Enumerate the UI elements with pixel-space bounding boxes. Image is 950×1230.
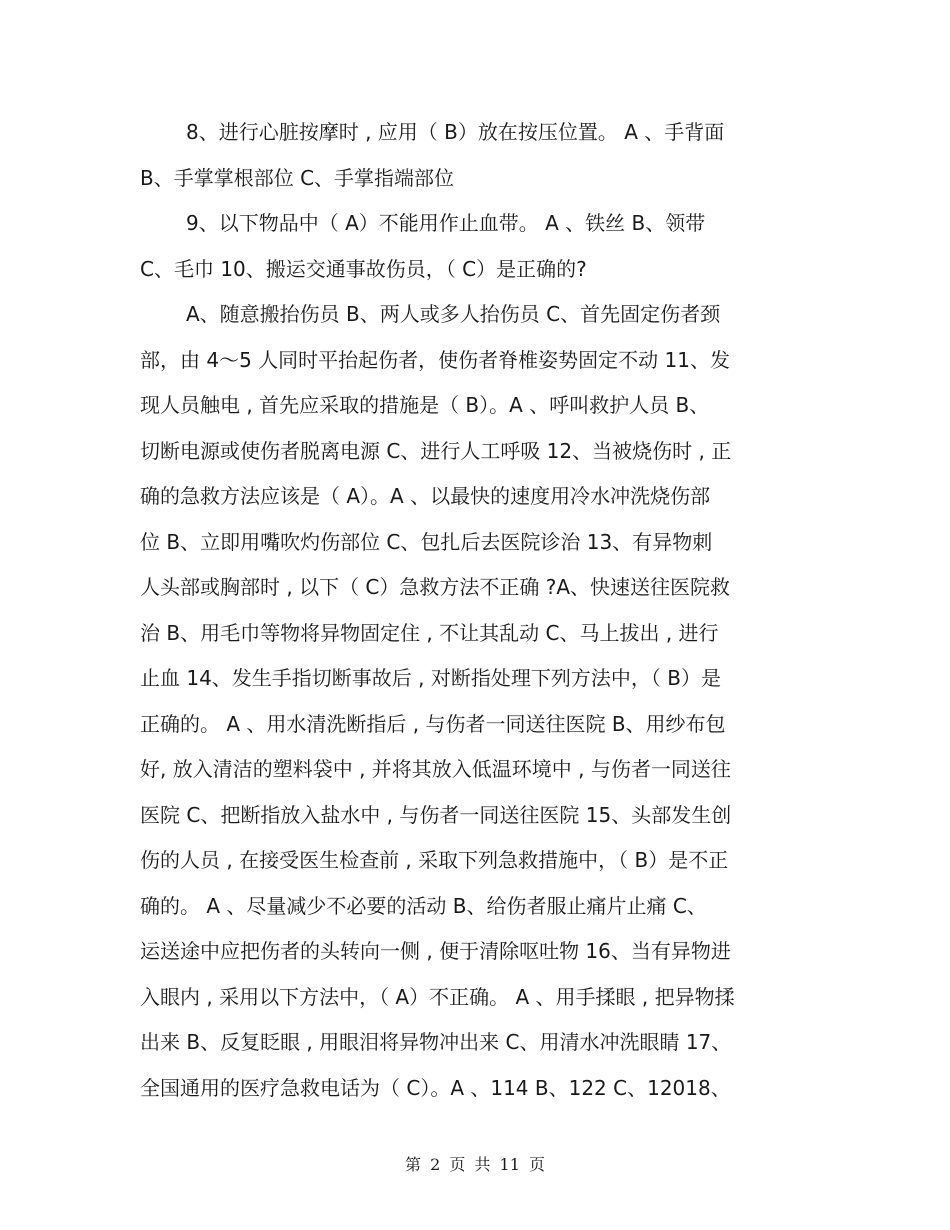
text-line: 现人员触电 , 首先应采取的措施是（ B）。A 、呼叫救护人员 B、 (140, 393, 710, 417)
text-line: 全国通用的医疗急救电话为（ C）。A 、114 B、122 C、12018、 (140, 1075, 731, 1100)
text-line: A、随意搬抬伤员 B、两人或多人抬伤员 C、首先固定伤者颈 (186, 302, 721, 326)
text-line: 9、以下物品中（ A）不能用作止血带。 A 、铁丝 B、领带 (186, 211, 706, 235)
text-line: C、毛巾 10、搬运交通事故伤员，（ C）是正确的? (140, 256, 587, 281)
document-body (140, 110, 810, 1111)
text-line: 医院 C、把断指放入盐水中 , 与伤者一同送往医院 15、头部发生创 (140, 802, 732, 827)
text-line: 切断电源或使伤者脱离电源 C、进行人工呼吸 12、当被烧伤时 , 正 (140, 438, 732, 463)
text-line: 入眼内 , 采用以下方法中，（ A）不正确。 A 、用手揉眼 , 把异物揉 (140, 984, 735, 1009)
page-number-footer: 第 2 页 共 11 页 (405, 1155, 545, 1174)
text-line: 运送途中应把伤者的头转向一侧 , 便于清除呕吐物 16、当有异物进 (140, 939, 731, 963)
text-line: 人头部或胸部时 , 以下（ C）急救方法不正确 ?A、快速送往医院救 (140, 575, 731, 599)
text-line: 8、进行心脏按摩时 , 应用（ B）放在按压位置。 A 、手背面 (186, 120, 725, 144)
text-line: 出来 B、反复眨眼 , 用眼泪将异物冲出来 C、用清水冲洗眼睛 17、 (140, 1030, 732, 1054)
text-line: 确的急救方法应该是（ A）。A 、以最快的速度用冷水冲洗烧伤部 (140, 484, 711, 508)
text-line: 确的。 A 、尽量减少不必要的活动 B、给伤者服止痛片止痛 C、 (140, 893, 707, 918)
text-line: 止血 14、发生手指切断事故后 , 对断指处理下列方法中，（ B）是 (140, 666, 721, 690)
text-line: 部，由 4～5 人同时平抬起伤者，使伤者脊椎姿势固定不动 11、发 (140, 347, 730, 372)
text-line: 好, 放入清洁的塑料袋中 , 并将其放入低温环境中 , 与伤者一同送往 (140, 757, 731, 781)
text-line: 位 B、立即用嘴吹灼伤部位 C、包扎后去医院诊治 13、有异物刺 (140, 529, 713, 554)
text-line: B、手掌掌根部位 C、手掌指端部位 (140, 165, 455, 190)
text-line: 治 B、用毛巾等物将异物固定住 , 不让其乱动 C、马上拔出 , 进行 (140, 620, 719, 645)
text-line: 正确的。 A 、用水清洗断指后 , 与伤者一同送往医院 B、用纱布包 (140, 711, 726, 736)
text-line: 伤的人员 , 在接受医生检查前 , 采取下列急救措施中，（ B）是不正 (140, 848, 729, 872)
